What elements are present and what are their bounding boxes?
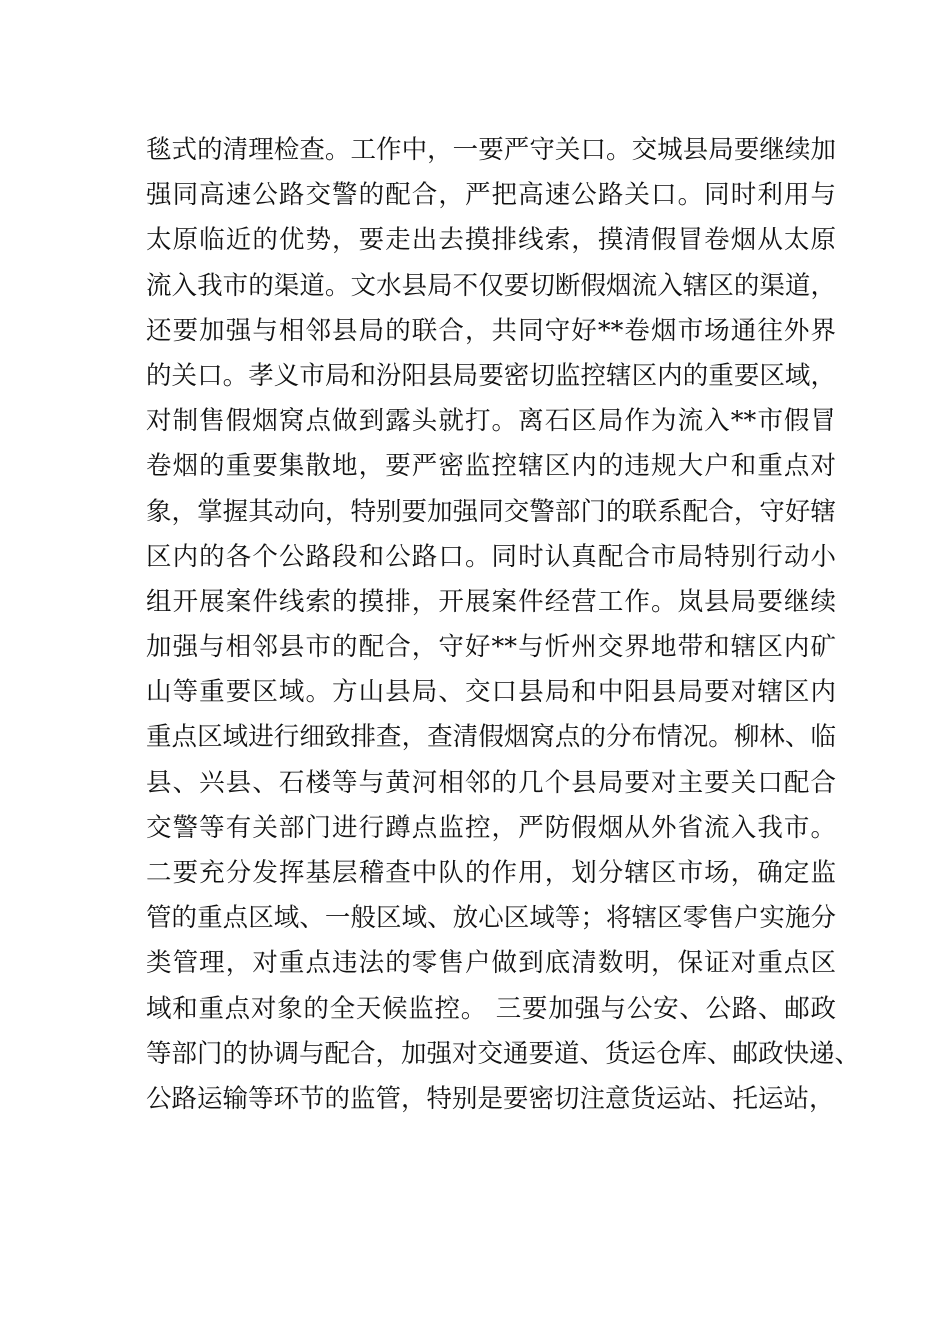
text-line-3: 太原临近的优势，要走出去摸排线索，摸清假冒卷烟从太原 (146, 225, 836, 256)
text-line-21: 等部门的协调与配合，加强对交通要道、货运仓库、邮政快递、 (146, 1038, 861, 1069)
text-line-14: 重点区域进行细致排查，查清假烟窝点的分布情况。柳林、临 (146, 722, 836, 753)
text-line-15: 县、兴县、石楼等与黄河相邻的几个县局要对主要关口配合 (146, 767, 836, 798)
text-line-16: 交警等有关部门进行蹲点监控，严防假烟从外省流入我市。 (146, 812, 836, 843)
text-line-19: 类管理，对重点违法的零售户做到底清数明，保证对重点区 (146, 948, 836, 979)
text-line-17: 二要充分发挥基层稽查中队的作用，划分辖区市场，确定监 (146, 858, 836, 888)
text-line-4: 流入我市的渠道。文水县局不仅要切断假烟流入辖区的渠道， (146, 270, 836, 301)
text-line-6: 的关口。孝义市局和汾阳县局要密切监控辖区内的重要区域， (146, 360, 836, 391)
body-text (146, 128, 861, 1122)
text-line-1: 毯式的清理检查。工作中，一要严守关口。交城县局要继续加 (146, 135, 836, 165)
text-line-7: 对制售假烟窝点做到露头就打。离石区局作为流入**市假冒 (146, 406, 836, 437)
text-line-10: 区内的各个公路段和公路口。同时认真配合市局特别行动小 (146, 541, 836, 572)
text-line-22: 公路运输等环节的监管，特别是要密切注意货运站、托运站， (146, 1083, 835, 1114)
text-line-2: 强同高速公路交警的配合，严把高速公路关口。同时利用与 (146, 180, 836, 211)
text-line-20: 域和重点对象的全天候监控。 三要加强与公安、公路、邮政 (146, 993, 836, 1024)
text-line-18: 管的重点区域、一般区域、放心区域等；将辖区零售户实施分 (146, 903, 836, 934)
text-line-9: 象，掌握其动向，特别要加强同交警部门的联系配合，守好辖 (146, 496, 836, 527)
text-line-12: 加强与相邻县市的配合，守好**与忻州交界地带和辖区内矿 (146, 632, 836, 663)
text-line-13: 山等重要区域。方山县局、交口县局和中阳县局要对辖区内 (146, 677, 836, 708)
text-line-11: 组开展案件线索的摸排，开展案件经营工作。岚县局要继续 (146, 586, 836, 617)
text-line-5: 还要加强与相邻县局的联合，共同守好**卷烟市场通往外界 (146, 315, 836, 346)
text-line-8: 卷烟的重要集散地，要严密监控辖区内的违规大户和重点对 (146, 451, 836, 482)
